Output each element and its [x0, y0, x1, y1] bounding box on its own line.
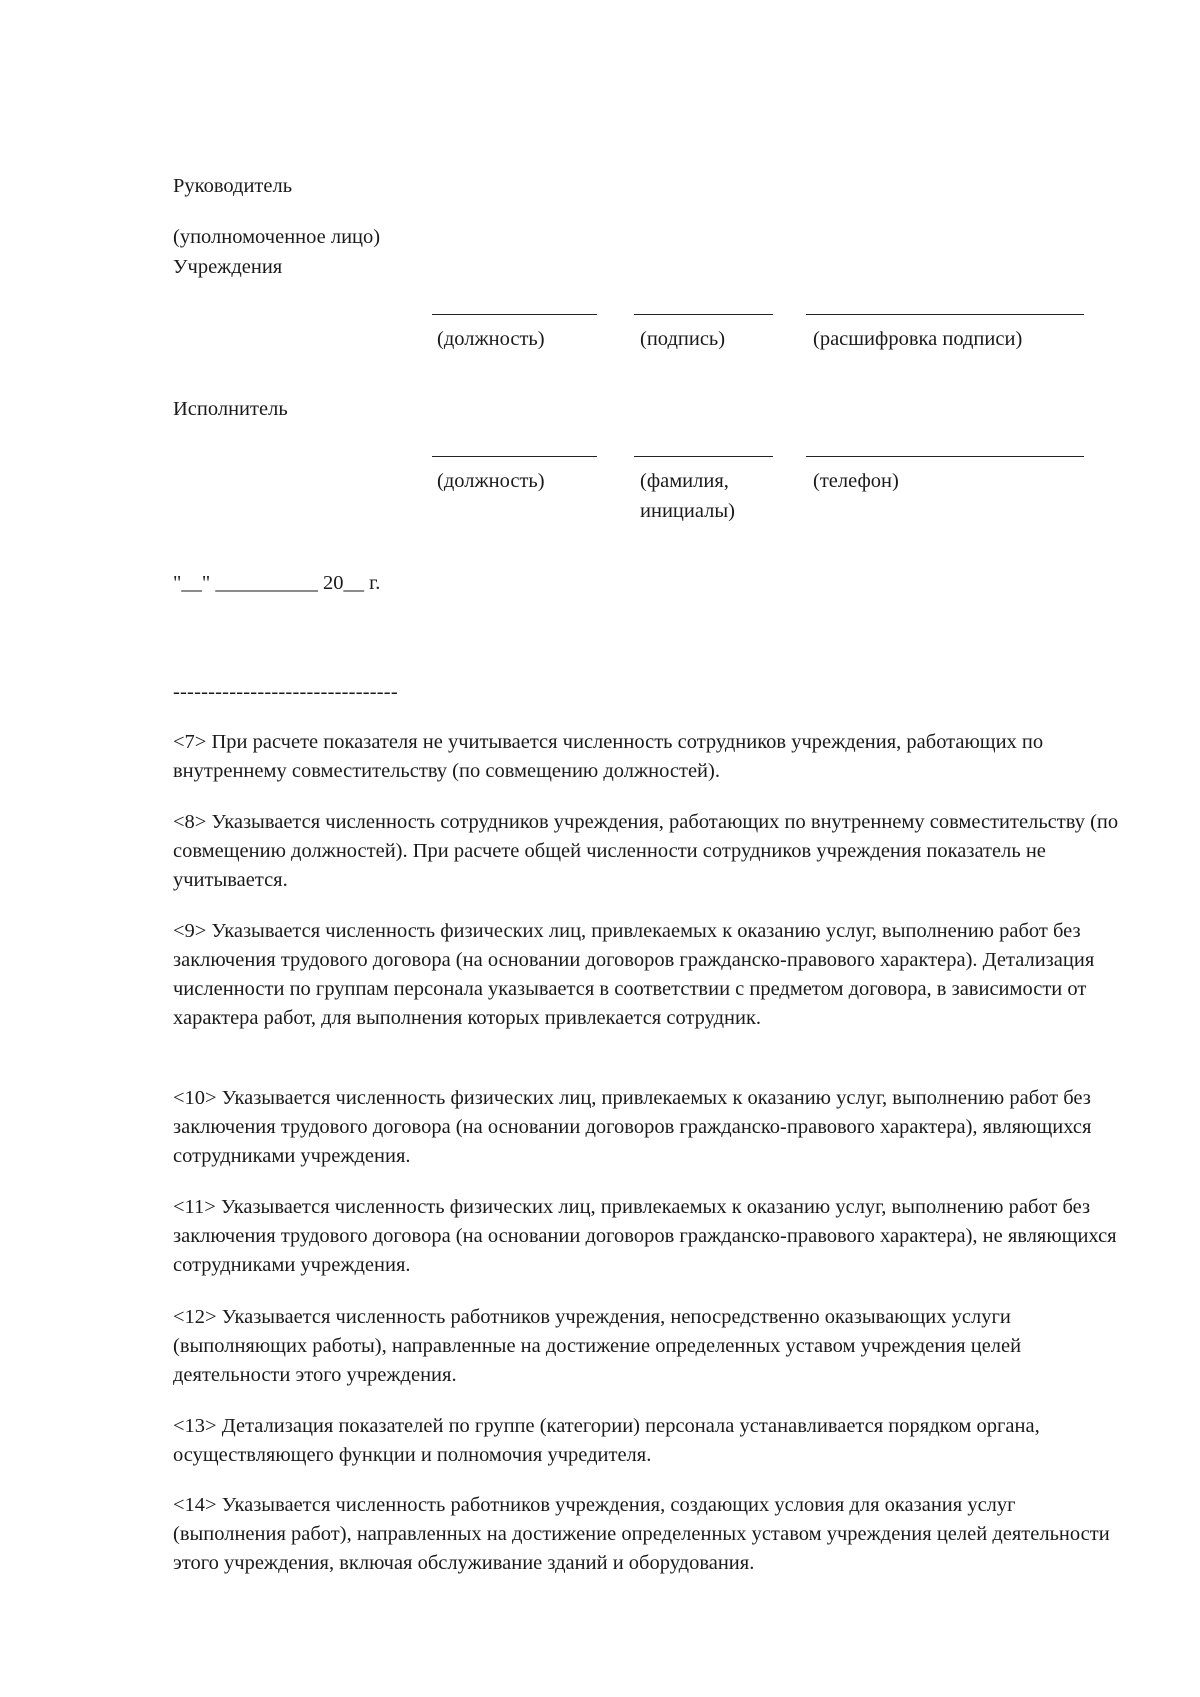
footnote-14: <14> Указывается численность работников учреждения, создающих условия для оказания услуг (выполнения работ), направленных на достижение определенных уставом учреждения целей деятельности этого учреждения, включая обслуживание зданий и оборудования.	[173, 1494, 1110, 1574]
footnote-11: <11> Указывается численность физических лиц, привлекаемых к оказанию услуг, выполнению работ без заключения трудового договора (на основании договоров гражданско-правового характера), не являющихся сотрудниками учреждения.	[173, 1196, 1117, 1276]
head-label: Руководитель	[173, 175, 293, 197]
head-decoding-line	[806, 314, 1084, 315]
executor-phone-line	[806, 456, 1084, 457]
head-decoding-caption: (расшифровка подписи)	[813, 328, 1023, 350]
executor-phone-caption: (телефон)	[813, 470, 899, 492]
footnote-9: <9> Указывается численность физических лиц, привлекаемых к оказанию услуг, выполнению работ без заключения трудового договора (на основании договоров гражданско-правового характера). Детализация численности по группам персонала указывается в соответствии с предметом договора, в зависимости от характера работ, для выполнения которых привлекается сотрудник.	[173, 920, 1095, 1029]
executor-name-caption-line1: (фамилия,	[640, 470, 729, 492]
footnote-10: <10> Указывается численность физических лиц, привлекаемых к оказанию услуг, выполнению работ без заключения трудового договора (на основании договоров гражданско-правового характера), являющихся сотрудниками учреждения.	[173, 1087, 1092, 1167]
executor-position-line	[432, 456, 597, 457]
executor-label: Исполнитель	[173, 398, 288, 420]
head-position-line	[432, 314, 597, 315]
executor-name-caption-line2: инициалы)	[640, 500, 735, 522]
executor-position-caption: (должность)	[437, 470, 545, 492]
head-signature-caption: (подпись)	[640, 328, 726, 350]
authorized-person-label: (уполномоченное лицо)	[173, 226, 381, 248]
head-signature-line	[634, 314, 773, 315]
footnote-7: <7> При расчете показателя не учитывается численность сотрудников учреждения, работающих по внутреннему совместительству (по совмещению должностей).	[173, 731, 1044, 782]
date-line: "__" __________ 20__ г.	[173, 572, 381, 594]
footnote-8: <8> Указывается численность сотрудников учреждения, работающих по внутреннему совместительству (по совмещению должностей). При расчете общей численности сотрудников учреждения показатель не учитывается.	[173, 811, 1119, 891]
executor-name-line	[634, 456, 773, 457]
footnote-12: <12> Указывается численность работников учреждения, непосредственно оказывающих услуги (выполняющих работы), направленные на достижение определенных уставом учреждения целей деятельности этого учреждения.	[173, 1306, 1022, 1386]
footnote-separator: --------------------------------	[173, 681, 398, 703]
footnote-13: <13> Детализация показателей по группе (категории) персонала устанавливается порядком органа, осуществляющего функции и полномочия учредителя.	[173, 1415, 1040, 1466]
head-position-caption: (должность)	[437, 328, 545, 350]
institution-label: Учреждения	[173, 256, 283, 278]
